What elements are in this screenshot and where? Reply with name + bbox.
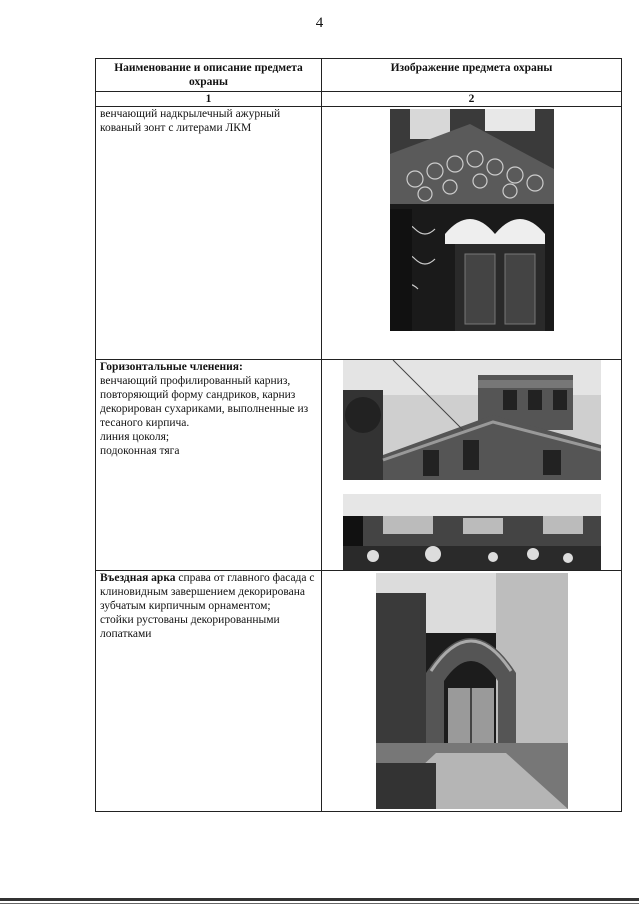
row2-line3: подоконная тяга xyxy=(100,445,180,457)
facade-photo-top xyxy=(343,360,601,480)
protection-table xyxy=(95,58,621,812)
row3-description xyxy=(96,571,322,812)
facade-photo-bottom xyxy=(343,494,601,570)
footer-rule xyxy=(0,898,639,901)
header-col2: Изображение предмета охраны xyxy=(322,59,622,92)
row2-line1: венчающий профилированный карниз, повторяющий форму сандриков, карниз декорирован сухариками, выполненные из тесаного кирпича. xyxy=(100,375,309,429)
page-number: 4 xyxy=(315,15,324,31)
column-number-row xyxy=(96,92,622,107)
row3-paragraph xyxy=(100,571,317,613)
row2-description xyxy=(96,360,322,571)
entrance-arch-photo xyxy=(376,573,568,809)
header-col1: Наименование и описание предмета охраны xyxy=(96,59,322,92)
table-header-row xyxy=(96,59,622,92)
row2-photo-cell xyxy=(322,360,622,571)
row1-photo-cell xyxy=(322,107,622,360)
row3-line2: стойки рустованы декорированными лопатками xyxy=(100,614,280,640)
table-row xyxy=(96,571,622,812)
footer-rule-thin xyxy=(0,903,639,904)
row2-line2: линия цоколя; xyxy=(100,431,170,443)
canopy-photo xyxy=(390,109,554,331)
row1-text: венчающий надкрылечный ажурный кованый зонт с литерами ЛКМ xyxy=(100,108,281,134)
table-row xyxy=(96,107,622,360)
row1-description xyxy=(96,107,322,360)
row2-title: Горизонтальные членения: xyxy=(100,361,243,373)
col-num-1: 1 xyxy=(96,92,322,107)
col-num-2: 2 xyxy=(322,92,622,107)
row3-text: справа от главного фасада с клиновидным завершением декорирована зубчатым кирпичным орнаментом; xyxy=(100,572,315,612)
row3-title: Въездная арка xyxy=(100,572,176,584)
row3-photo-cell xyxy=(322,571,622,812)
table-row xyxy=(96,360,622,571)
